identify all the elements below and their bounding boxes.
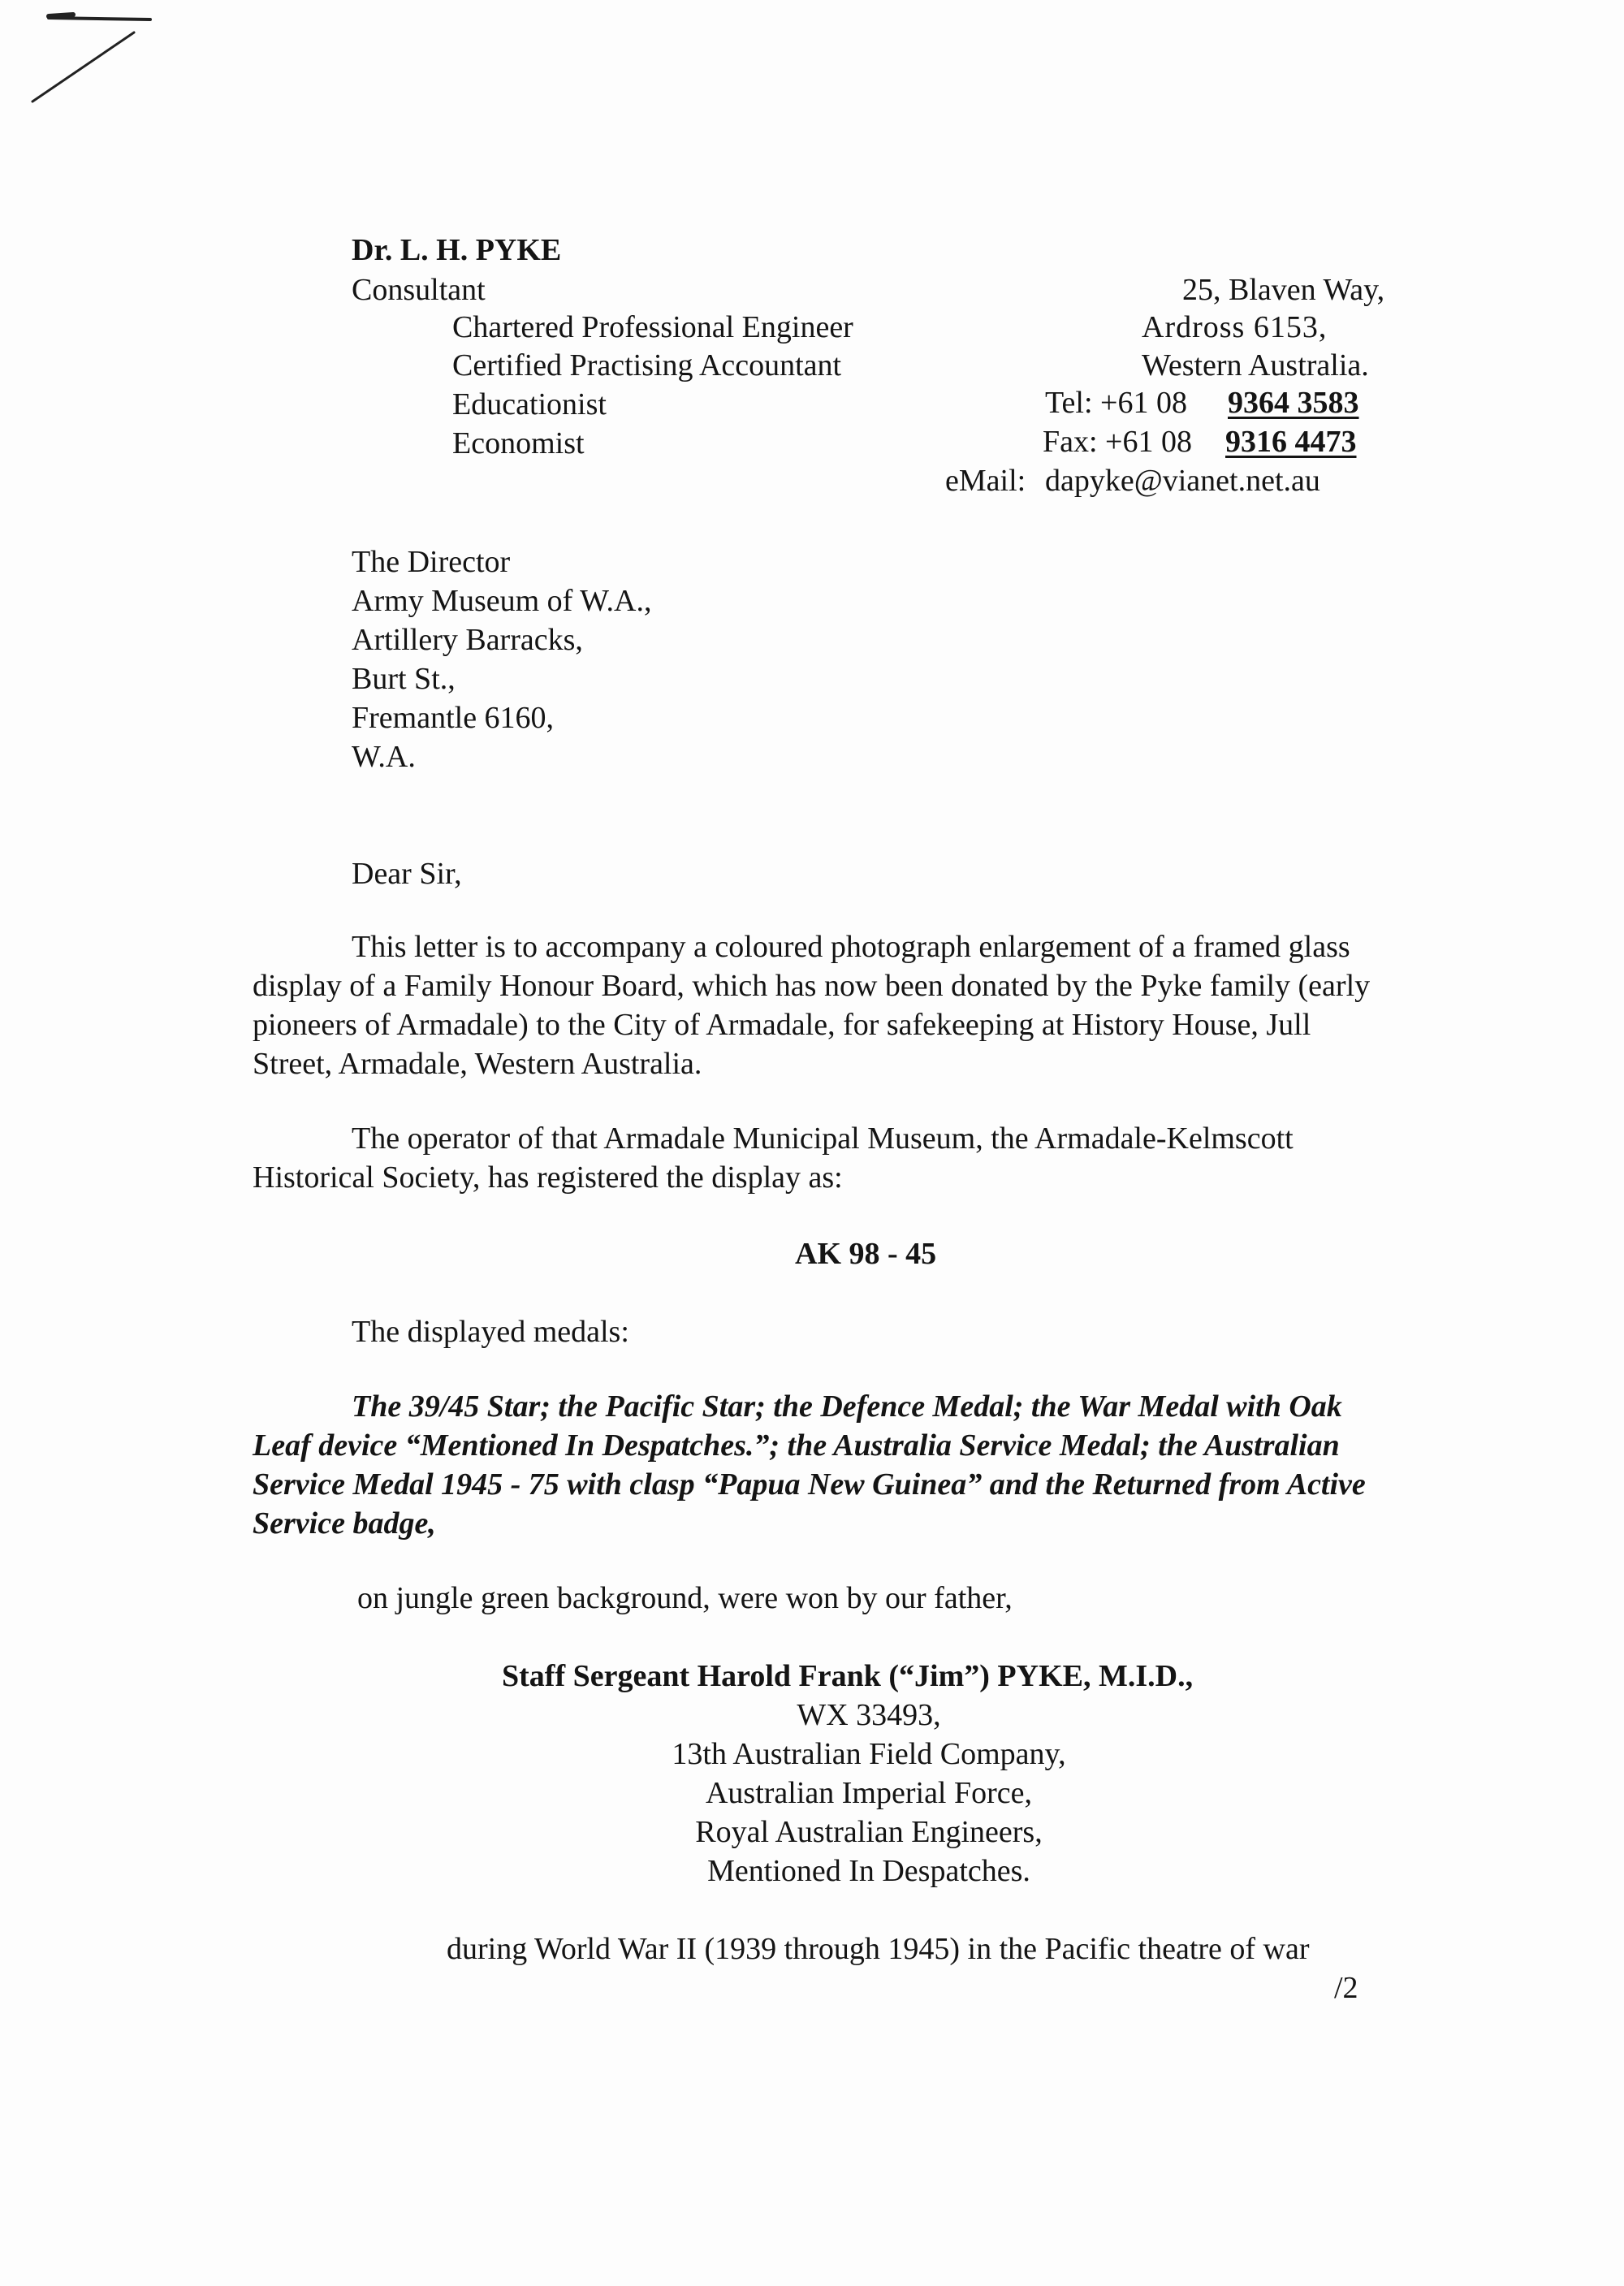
email-label: eMail: [945,464,1026,498]
soldier-detail-line: Australian Imperial Force, [705,1776,1033,1810]
registration-number: AK 98 - 45 [795,1237,937,1271]
tel-number: 9364 3583 [1228,386,1359,420]
salutation: Dear Sir, [352,857,462,891]
recipient-line: W.A. [352,740,416,774]
recipient-line: Artillery Barracks, [352,623,583,657]
soldier-detail-line: 13th Australian Field Company, [672,1737,1066,1771]
address-line: Western Australia. [1142,348,1369,382]
medals-list: The 39/45 Star; the Pacific Star; the Defence Medal; the War Medal with Oak Leaf device “Mentioned In Despatches.”; the Australia Service Medal; the Australian Service Medal 1945 - 75 with clasp “Papua New Guinea” and the Returned from Active Service badge, [253,1389,1366,1541]
recipient-line: Fremantle 6160, [352,701,555,735]
soldier-detail-line: Royal Australian Engineers, [695,1815,1043,1849]
qualification-item: Educationist [452,387,607,421]
address-line: Ardross 6153, [1142,310,1328,344]
sender-role: Consultant [352,273,486,307]
recipient-line: Army Museum of W.A., [352,584,652,618]
soldier-name: Staff Sergeant Harold Frank (“Jim”) PYKE, M.I.D., [502,1659,1194,1693]
qualification-item: Certified Practising Accountant [452,348,842,382]
medals-outro: on jungle green background, were won by our father, [357,1581,1013,1615]
fax-number: 9316 4473 [1225,425,1357,459]
body-paragraph: The operator of that Armadale Municipal Museum, the Armadale-Kelmscott Historical Society, has registered the display as: [253,1121,1294,1195]
soldier-details [455,1696,1283,1891]
qualification-item: Chartered Professional Engineer [452,310,853,344]
soldier-detail-line: WX 33493, [797,1698,941,1732]
body-paragraph: This letter is to accompany a coloured photograph enlargement of a framed glass display of a Family Honour Board, which has now been donated by the Pyke family (early pioneers of Armadale) to the City of Armadale, for safekeeping at History House, Jull Street, Armadale, Western Australia. [253,930,1371,1081]
fax-label: Fax: +61 08 [1043,425,1192,459]
address-line: 25, Blaven Way, [1182,273,1385,307]
page-marker: /2 [1334,1971,1358,2005]
recipient-line: The Director [352,545,511,579]
tel-label: Tel: +61 08 [1045,386,1187,420]
corner-pen-mark [24,8,162,106]
soldier-detail-line: Mentioned In Despatches. [707,1854,1030,1888]
qualification-item: Economist [452,426,585,460]
recipient-line: Burt St., [352,662,456,696]
medals-intro: The displayed medals: [352,1315,629,1349]
email-address: dapyke@vianet.net.au [1045,464,1320,498]
sender-name: Dr. L. H. PYKE [352,233,562,267]
closing-line: during World War II (1939 through 1945) in the Pacific theatre of war [447,1932,1310,1966]
